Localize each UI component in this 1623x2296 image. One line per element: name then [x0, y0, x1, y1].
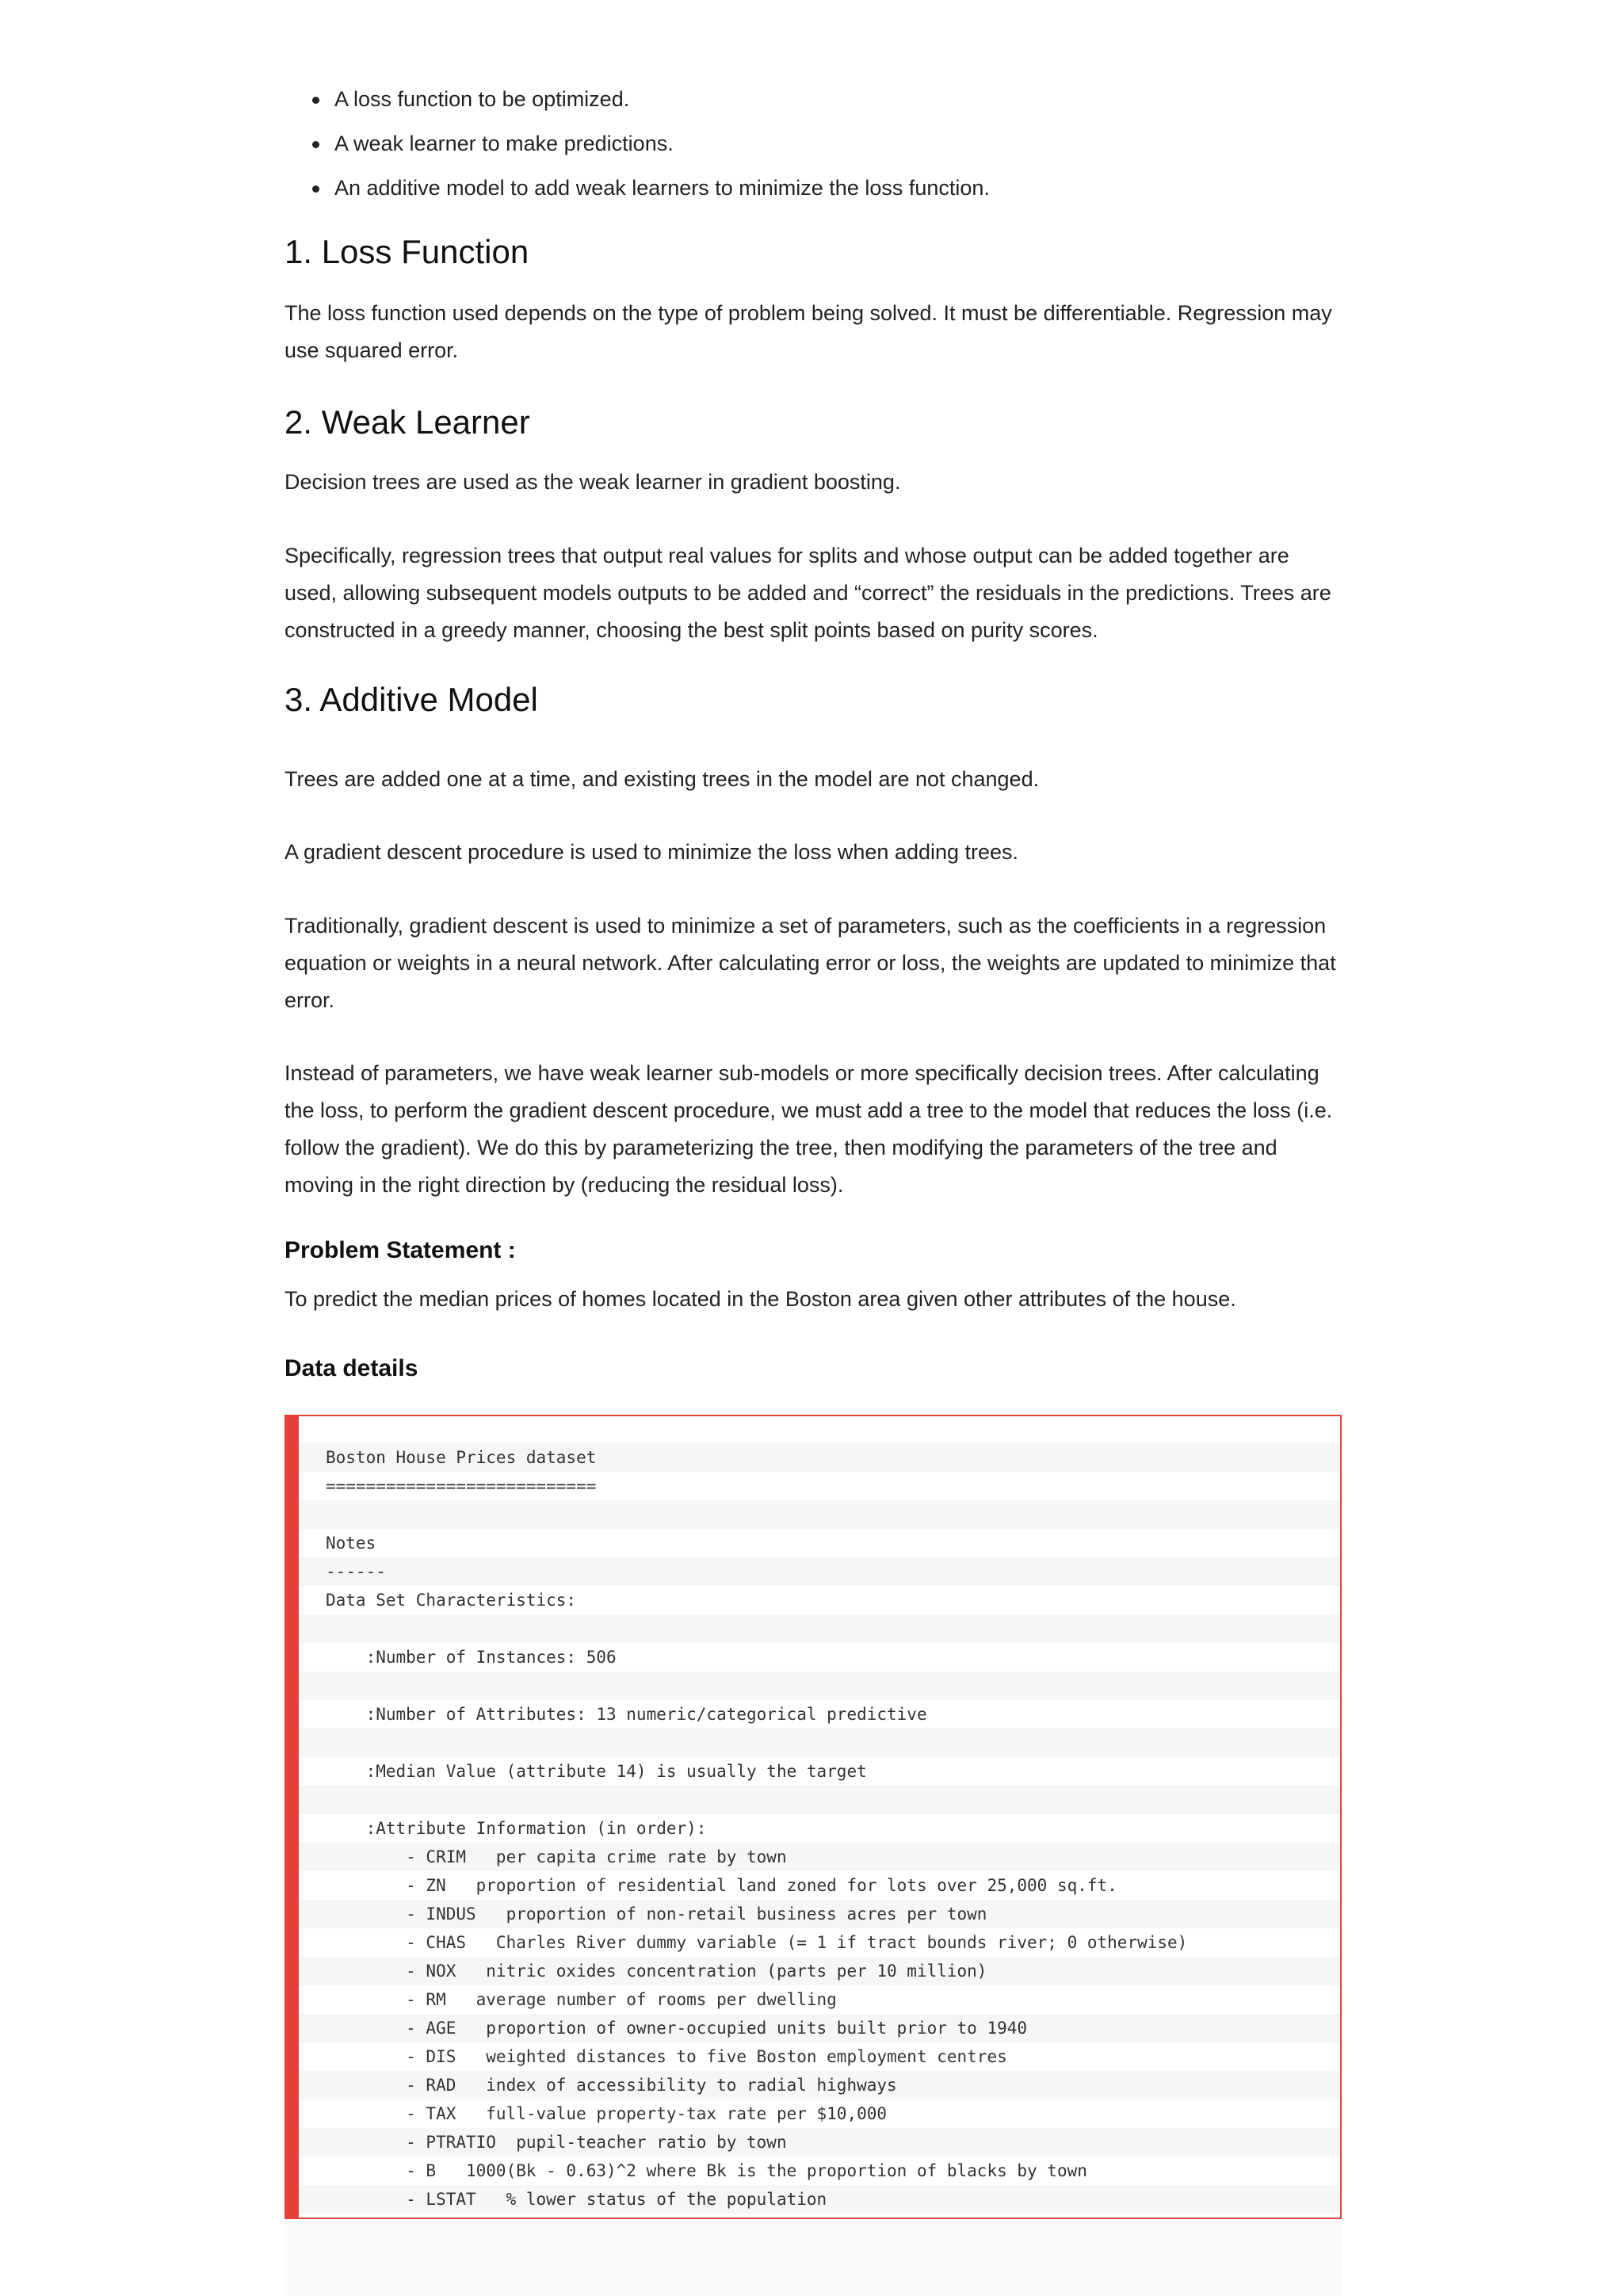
- loss-function-paragraph: The loss function used depends on the type of problem being solved. It must be differentiable. Regression may use squared error.: [285, 301, 1332, 362]
- code-line: ------: [299, 1557, 1340, 1586]
- code-line: - CHAS Charles River dummy variable (= 1 if tract bounds river; 0 otherwise): [299, 1928, 1340, 1957]
- code-line: :Number of Instances: 506: [299, 1643, 1340, 1671]
- weak-learner-paragraph-1: Decision trees are used as the weak learner in gradient boosting.: [285, 470, 901, 494]
- code-line: :Median Value (attribute 14) is usually the target: [299, 1757, 1340, 1786]
- code-line: - B 1000(Bk - 0.63)^2 where Bk is the proportion of blacks by town: [299, 2157, 1340, 2185]
- problem-statement-paragraph: To predict the median prices of homes located in the Boston area given other attributes of the house.: [285, 1287, 1236, 1311]
- code-line: - AGE proportion of owner-occupied units built prior to 1940: [299, 2014, 1340, 2042]
- code-line: - NOX nitric oxides concentration (parts per 10 million): [299, 1957, 1340, 1985]
- heading-data-details: Data details: [285, 1355, 418, 1381]
- code-line: :Number of Attributes: 13 numeric/categorical predictive: [299, 1700, 1340, 1729]
- component-list: [285, 79, 1342, 212]
- code-line: - TAX full-value property-tax rate per $10,000: [299, 2099, 1340, 2128]
- code-block: [285, 1415, 1342, 2219]
- code-line: - INDUS proportion of non-retail business acres per town: [299, 1900, 1340, 1928]
- code-line: ===========================: [299, 1472, 1340, 1500]
- additive-paragraph-2: A gradient descent procedure is used to minimize the loss when adding trees.: [285, 840, 1019, 864]
- code-line: - RM average number of rooms per dwelling: [299, 1985, 1340, 2014]
- bullet-icon: [312, 185, 319, 193]
- heading-loss-function: 1. Loss Function: [285, 233, 529, 270]
- code-line: [299, 1786, 1340, 1814]
- code-line: Notes: [299, 1529, 1340, 1557]
- additive-paragraph-1: Trees are added one at a time, and existing trees in the model are not changed.: [285, 767, 1040, 791]
- heading-additive-model: 3. Additive Model: [285, 681, 538, 718]
- additive-paragraph-4: Instead of parameters, we have weak learner sub-models or more specifically decision trees. After calculating the loss, to perform the gradient descent procedure, we must add a tree to the model that reduces the loss (i.e. follow the gradient). We do this by parameterizing the tree, then modifying the parameters of the tree and moving in the right direction by (reducing the residual loss).: [285, 1061, 1333, 1197]
- list-item: A loss function to be optimized.: [285, 79, 1342, 124]
- bullet-icon: [312, 97, 319, 104]
- list-item: An additive model to add weak learners to minimize the loss function.: [285, 168, 1342, 212]
- heading-weak-learner: 2. Weak Learner: [285, 403, 530, 441]
- list-item: A weak learner to make predictions.: [285, 124, 1342, 168]
- code-line: [299, 1671, 1340, 1700]
- code-line: - RAD index of accessibility to radial highways: [299, 2071, 1340, 2099]
- code-line: Boston House Prices dataset: [299, 1443, 1340, 1472]
- code-line: - ZN proportion of residential land zoned for lots over 25,000 sq.ft.: [299, 1871, 1340, 1900]
- code-line: Data Set Characteristics:: [299, 1586, 1340, 1614]
- code-line: - CRIM per capita crime rate by town: [299, 1843, 1340, 1871]
- additive-paragraph-3: Traditionally, gradient descent is used to minimize a set of parameters, such as the coefficients in a regression equation or weights in a neural network. After calculating error or loss, the weights are updated to minimize that error.: [285, 914, 1336, 1012]
- code-line: [299, 1614, 1340, 1643]
- page-bottom-fade: [285, 2219, 1342, 2296]
- bullet-icon: [312, 141, 319, 148]
- heading-problem-statement: Problem Statement :: [285, 1237, 516, 1263]
- code-line: :Attribute Information (in order):: [299, 1814, 1340, 1843]
- code-line: - DIS weighted distances to five Boston employment centres: [299, 2042, 1340, 2071]
- weak-learner-paragraph-2: Specifically, regression trees that output real values for splits and whose output can be added together are used, allowing subsequent models outputs to be added and “correct” the residuals in the predictions. Trees are constructed in a greedy manner, choosing the best split points based on purity scores.: [285, 544, 1331, 642]
- code-lines: [299, 1443, 1340, 2214]
- code-line: - PTRATIO pupil-teacher ratio by town: [299, 2128, 1340, 2157]
- code-line: [299, 1500, 1340, 1529]
- code-line: [299, 1729, 1340, 1757]
- code-line: - LSTAT % lower status of the population: [299, 2185, 1340, 2214]
